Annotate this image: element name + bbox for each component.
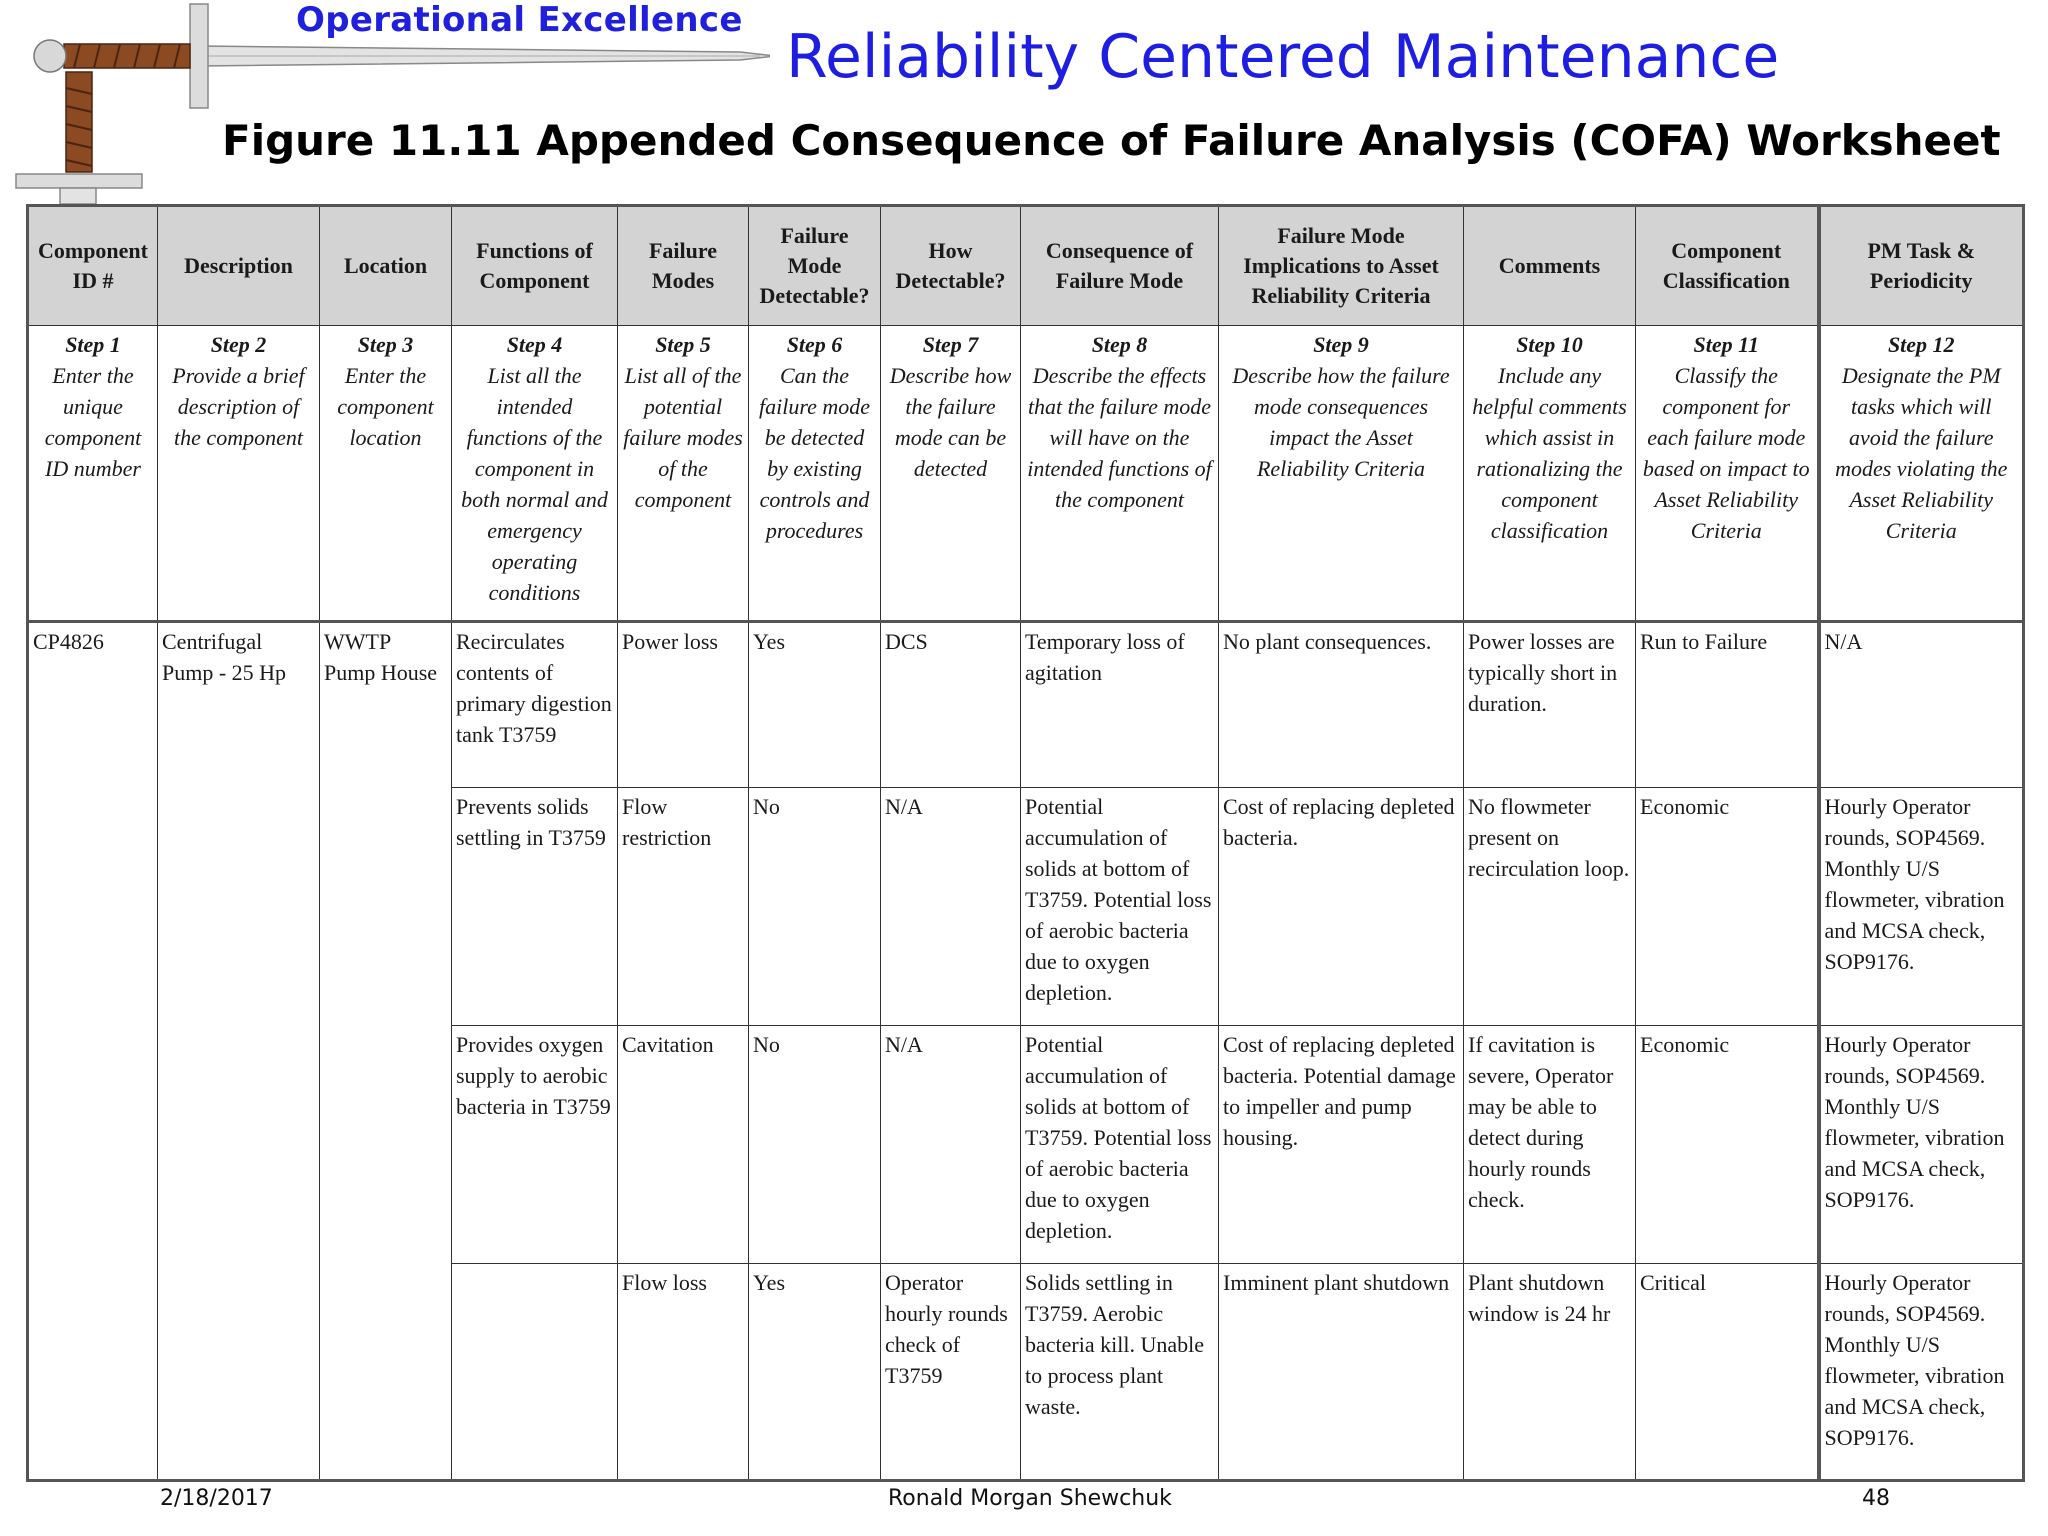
col-header-functions: Functions of Component xyxy=(452,206,618,326)
classification-cell: Economic xyxy=(1636,1026,1819,1264)
figure-title: Figure 11.11 Appended Consequence of Failure Analysis (COFA) Worksheet xyxy=(222,116,2001,165)
step-cell xyxy=(749,326,881,622)
consequence-cell: Potential accumulation of solids at bottom of T3759. Potential loss of aerobic bacteria due to oxygen depletion. xyxy=(1021,788,1219,1026)
step-number: Step 7 xyxy=(922,332,979,357)
table-row xyxy=(28,622,2024,788)
col-header-description: Description xyxy=(158,206,320,326)
step-text: Describe the effects that the failure mode will have on the intended functions of the component xyxy=(1027,363,1212,512)
step-text: Describe how the failure mode can be detected xyxy=(889,363,1012,481)
column-header-row xyxy=(28,206,2024,326)
detectable-cell: No xyxy=(749,788,881,1026)
col-header-failure-modes: Failure Modes xyxy=(618,206,749,326)
footer-date: 2/18/2017 xyxy=(160,1486,273,1511)
cofa-worksheet-table xyxy=(26,204,2025,1482)
classification-cell: Critical xyxy=(1636,1264,1819,1481)
step-cell xyxy=(1819,326,2024,622)
detectable-cell: Yes xyxy=(749,622,881,788)
col-header-classification: Component Classification xyxy=(1636,206,1819,326)
function-cell: Provides oxygen supply to aerobic bacteria in T3759 xyxy=(452,1026,618,1264)
comments-cell: Plant shutdown window is 24 hr xyxy=(1464,1264,1636,1481)
implications-cell: No plant consequences. xyxy=(1219,622,1464,788)
step-instructions-row xyxy=(28,326,2024,622)
step-text: List all of the potential failure modes of the component xyxy=(623,363,743,512)
step-cell xyxy=(28,326,158,622)
step-text: Enter the unique component ID number xyxy=(44,363,142,481)
step-cell xyxy=(1021,326,1219,622)
step-cell xyxy=(1636,326,1819,622)
step-number: Step 1 xyxy=(65,332,121,357)
how-detectable-cell: Operator hourly rounds check of T3759 xyxy=(881,1264,1021,1481)
failure-mode-cell: Power loss xyxy=(618,622,749,788)
step-number: Step 11 xyxy=(1693,332,1759,357)
step-cell xyxy=(452,326,618,622)
step-number: Step 9 xyxy=(1313,332,1369,357)
detectable-cell: No xyxy=(749,1026,881,1264)
brand-label: Operational Excellence xyxy=(296,0,743,40)
pm-task-cell: Hourly Operator rounds, SOP4569. Monthly U/S flowmeter, vibration and MCSA check, SOP9176. xyxy=(1819,1264,2024,1481)
failure-mode-cell: Cavitation xyxy=(618,1026,749,1264)
step-text: Classify the component for each failure mode based on impact to Asset Reliability Criteria xyxy=(1642,363,1810,543)
implications-cell: Imminent plant shutdown xyxy=(1219,1264,1464,1481)
classification-cell: Run to Failure xyxy=(1636,622,1819,788)
consequence-cell: Potential accumulation of solids at bottom of T3759. Potential loss of aerobic bacteria due to oxygen depletion. xyxy=(1021,1026,1219,1264)
step-cell xyxy=(320,326,452,622)
col-header-pm-task: PM Task & Periodicity xyxy=(1819,206,2024,326)
step-text: Provide a brief description of the component xyxy=(172,363,305,450)
col-header-comments: Comments xyxy=(1464,206,1636,326)
detectable-cell: Yes xyxy=(749,1264,881,1481)
col-header-consequence: Consequence of Failure Mode xyxy=(1021,206,1219,326)
location-cell: WWTP Pump House xyxy=(320,622,452,1481)
description-cell: Centrifugal Pump - 25 Hp xyxy=(158,622,320,1481)
step-text: Designate the PM tasks which will avoid the failure modes violating the Asset Reliability Criteria xyxy=(1835,363,2008,543)
implications-cell: Cost of replacing depleted bacteria. Potential damage to impeller and pump housing. xyxy=(1219,1026,1464,1264)
classification-cell: Economic xyxy=(1636,788,1819,1026)
step-cell xyxy=(618,326,749,622)
step-cell xyxy=(1219,326,1464,622)
comments-cell: Power losses are typically short in duration. xyxy=(1464,622,1636,788)
step-text: Can the failure mode be detected by existing controls and procedures xyxy=(759,363,870,543)
how-detectable-cell: DCS xyxy=(881,622,1021,788)
step-number: Step 2 xyxy=(210,332,267,357)
failure-mode-cell: Flow loss xyxy=(618,1264,749,1481)
pm-task-cell: Hourly Operator rounds, SOP4569. Monthly U/S flowmeter, vibration and MCSA check, SOP9176. xyxy=(1819,788,2024,1026)
step-cell xyxy=(158,326,320,622)
pm-task-cell: Hourly Operator rounds, SOP4569. Monthly U/S flowmeter, vibration and MCSA check, SOP9176. xyxy=(1819,1026,2024,1264)
function-cell xyxy=(452,1264,618,1481)
consequence-cell: Solids settling in T3759. Aerobic bacteria kill. Unable to process plant waste. xyxy=(1021,1264,1219,1481)
function-cell: Recirculates contents of primary digestion tank T3759 xyxy=(452,622,618,788)
step-number: Step 12 xyxy=(1887,332,1955,357)
step-cell xyxy=(881,326,1021,622)
step-cell xyxy=(1464,326,1636,622)
step-text: Include any helpful comments which assist in rationalizing the component classification xyxy=(1472,363,1627,543)
col-header-implications: Failure Mode Implications to Asset Reliability Criteria xyxy=(1219,206,1464,326)
implications-cell: Cost of replacing depleted bacteria. xyxy=(1219,788,1464,1026)
step-text: List all the intended functions of the component in both normal and emergency operating conditions xyxy=(461,363,608,605)
comments-cell: No flowmeter present on recirculation loop. xyxy=(1464,788,1636,1026)
step-number: Step 3 xyxy=(357,332,414,357)
col-header-location: Location xyxy=(320,206,452,326)
failure-mode-cell: Flow restriction xyxy=(618,788,749,1026)
pm-task-cell: N/A xyxy=(1819,622,2024,788)
function-cell: Prevents solids settling in T3759 xyxy=(452,788,618,1026)
step-number: Step 10 xyxy=(1516,332,1583,357)
step-text: Enter the component location xyxy=(337,363,434,450)
how-detectable-cell: N/A xyxy=(881,788,1021,1026)
col-header-component-id: Component ID # xyxy=(28,206,158,326)
step-number: Step 6 xyxy=(786,332,843,357)
col-header-how-detectable: How Detectable? xyxy=(881,206,1021,326)
component-id-cell: CP4826 xyxy=(28,622,158,1481)
col-header-detectable: Failure Mode Detectable? xyxy=(749,206,881,326)
comments-cell: If cavitation is severe, Operator may be able to detect during hourly rounds check. xyxy=(1464,1026,1636,1264)
consequence-cell: Temporary loss of agitation xyxy=(1021,622,1219,788)
step-number: Step 5 xyxy=(655,332,711,357)
how-detectable-cell: N/A xyxy=(881,1026,1021,1264)
footer-page-number: 48 xyxy=(1862,1486,1890,1511)
step-number: Step 8 xyxy=(1091,332,1148,357)
step-number: Step 4 xyxy=(506,332,563,357)
step-text: Describe how the failure mode consequences impact the Asset Reliability Criteria xyxy=(1232,363,1450,481)
footer-author: Ronald Morgan Shewchuk xyxy=(888,1486,1172,1511)
page-title: Reliability Centered Maintenance xyxy=(786,22,1780,92)
